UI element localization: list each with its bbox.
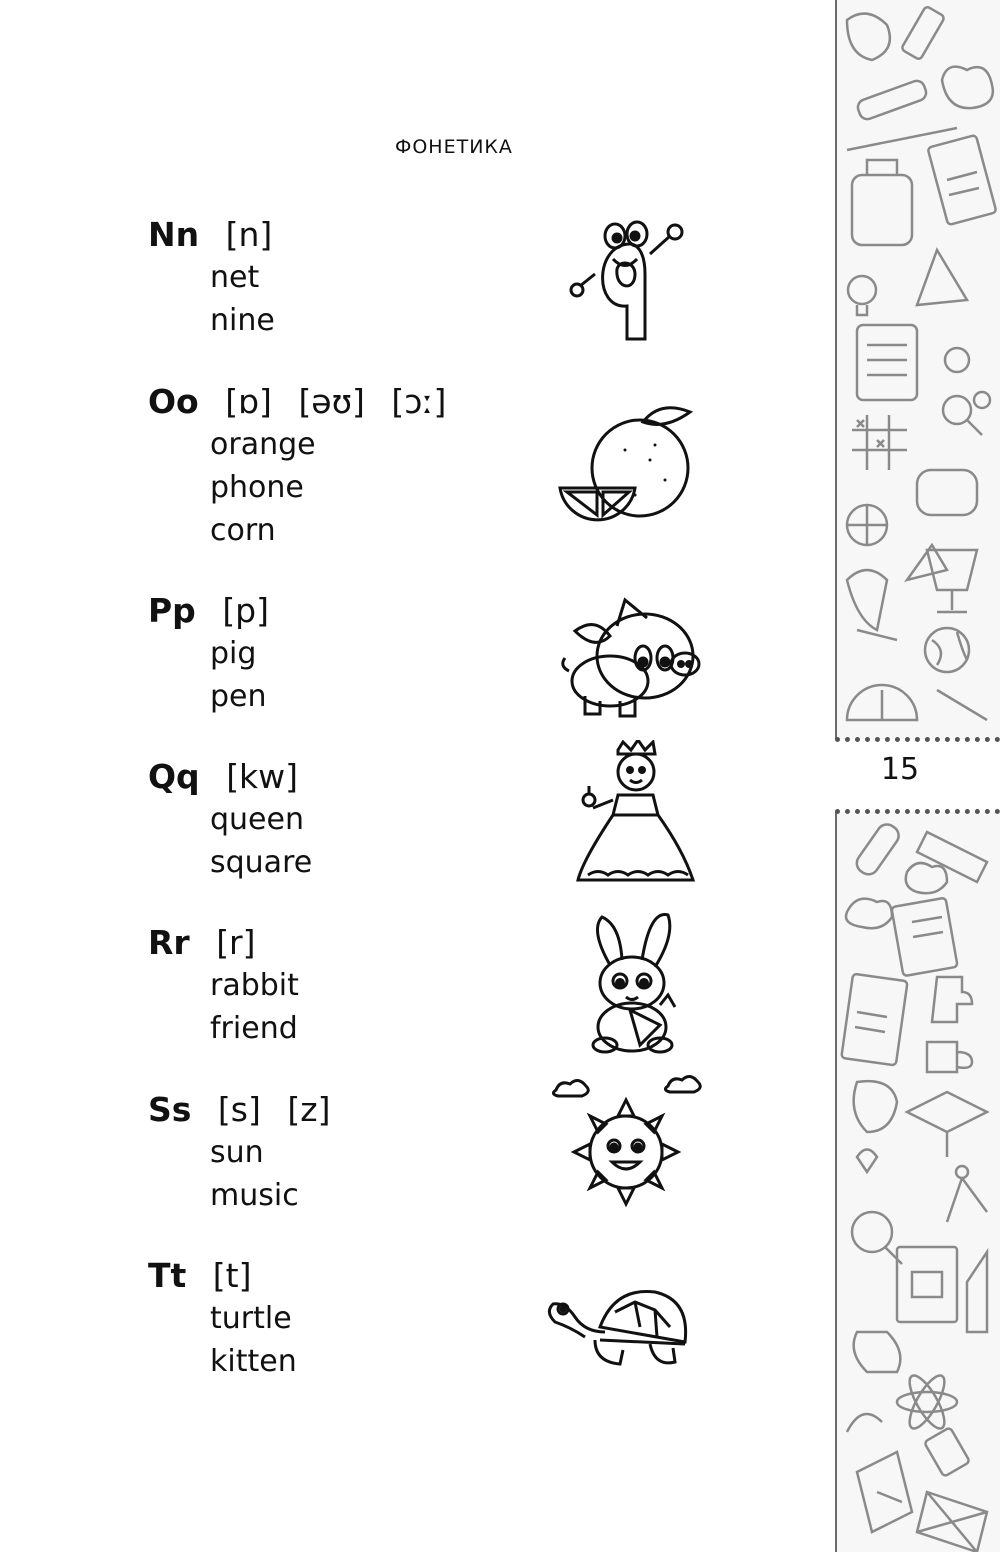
letter: Pp	[148, 591, 196, 630]
phoneme: [ɒ]	[225, 382, 272, 421]
example-word: phone	[210, 470, 304, 505]
example-word: nine	[210, 303, 275, 338]
phoneme: [əʊ]	[298, 382, 365, 421]
sun-icon	[548, 1072, 703, 1222]
example-word: square	[210, 845, 313, 880]
dotted-divider	[835, 737, 1000, 742]
school-doodles-icon	[837, 0, 1000, 740]
example-word: friend	[210, 1011, 298, 1046]
phoneme: [s]	[217, 1090, 261, 1129]
letter: Tt	[148, 1256, 187, 1295]
example-word: orange	[210, 427, 316, 462]
example-word: turtle	[210, 1301, 292, 1336]
phoneme: [p]	[222, 591, 270, 630]
letter-entry-o	[148, 381, 446, 552]
letter: Rr	[148, 923, 190, 962]
phoneme: [r]	[216, 923, 256, 962]
orange-icon	[555, 400, 700, 530]
phoneme: [kw]	[226, 757, 299, 796]
letter: Oo	[148, 382, 199, 421]
phoneme: [ɔː]	[391, 382, 447, 421]
example-word: kitten	[210, 1344, 297, 1379]
example-word: pig	[210, 636, 257, 671]
page-number: 15	[880, 752, 920, 787]
letter-entry-q	[148, 756, 312, 884]
phoneme: [t]	[212, 1256, 252, 1295]
section-header: ФОНЕТИКА	[395, 136, 513, 158]
example-word: net	[210, 260, 260, 295]
example-word: pen	[210, 679, 267, 714]
phoneme: [n]	[225, 215, 273, 254]
letter-entry-r	[148, 922, 299, 1050]
example-word: corn	[210, 513, 276, 548]
example-word: rabbit	[210, 968, 299, 1003]
letter: Qq	[148, 757, 200, 796]
dotted-divider	[835, 809, 1000, 814]
pig-icon	[555, 596, 705, 721]
letter-entry-p	[148, 590, 269, 718]
letter: Ss	[148, 1090, 192, 1129]
nine-character-icon	[565, 214, 695, 349]
phoneme: [z]	[287, 1090, 331, 1129]
letter-entry-n	[148, 214, 275, 342]
letter-entry-t	[148, 1255, 297, 1383]
queen-icon	[573, 740, 698, 890]
example-word: queen	[210, 802, 304, 837]
example-word: music	[210, 1178, 299, 1213]
turtle-icon	[545, 1282, 695, 1377]
rabbit-icon	[580, 905, 690, 1055]
example-word: sun	[210, 1135, 264, 1170]
school-doodles-icon	[837, 812, 1000, 1552]
letter: Nn	[148, 215, 200, 254]
letter-entry-s	[148, 1089, 330, 1217]
